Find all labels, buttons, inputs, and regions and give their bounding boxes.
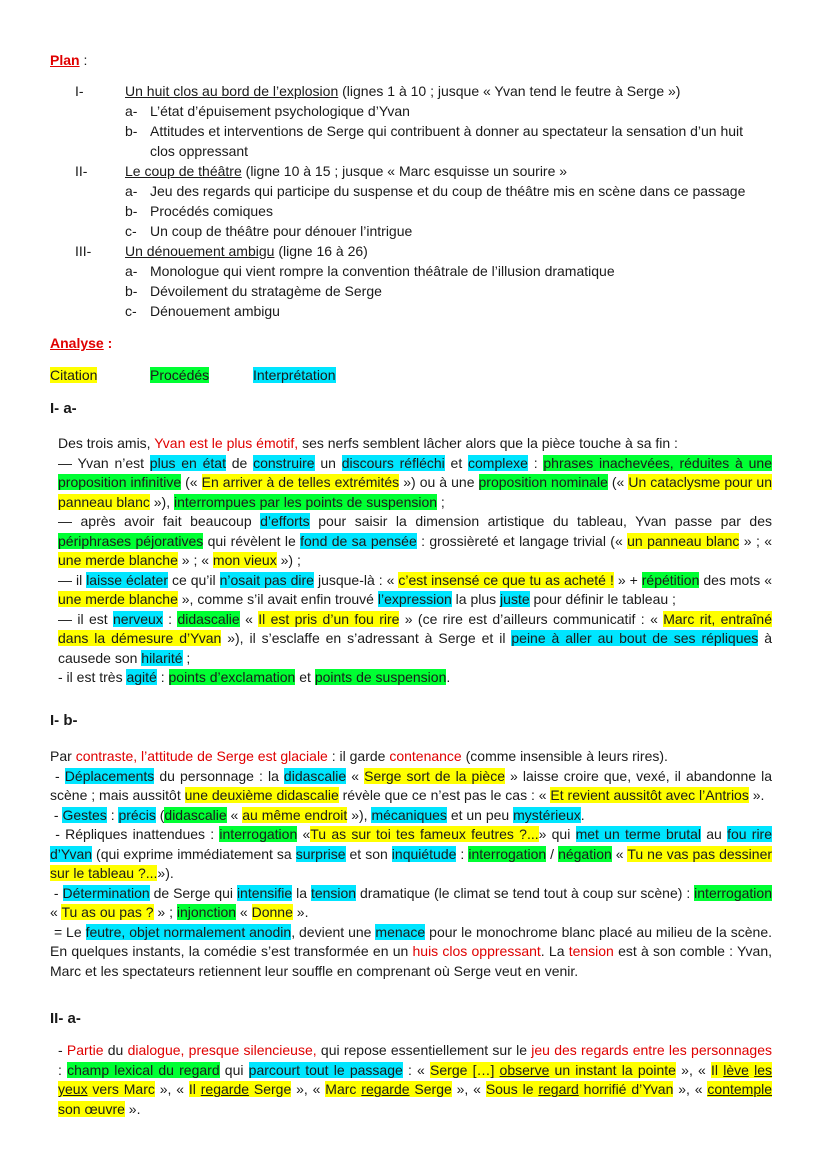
plan-sub-1a: L’état d’épuisement psychologique d’Yvan	[150, 103, 410, 119]
section-iia-heading: II- a-	[50, 1010, 81, 1027]
plan-sub-1b: Attitudes et interventions de Serge qui contribuent à donner au spectateur la sensation d’un huit	[150, 123, 744, 139]
plan-sub-3c: Dénouement ambigu	[150, 303, 280, 319]
legend-interpretation: Interprétation	[253, 367, 336, 383]
plan-sub-2b: Procédés comiques	[150, 203, 273, 219]
analyse-heading-line: Analyse :	[50, 335, 113, 351]
plan-numeral-1: I-	[75, 83, 84, 99]
plan-numeral-3: III-	[75, 243, 92, 259]
legend-procedes: Procédés	[150, 367, 210, 383]
plan-sub-3a: Monologue qui vient rompre la convention théâtrale de l’illusion dramatique	[150, 263, 615, 279]
section-ia-body: Des trois amis, Yvan est le plus émotif, ses nerfs semblent lâcher alors que la pièce touche à sa fin : — Yvan n’est plus en état de construire un discours réfléchi et complexe : phrases inachevées, réduites à une proposition infinitive (« En arriver à de telles extrémités ») ou à une proposition nominale (« Un cataclysme pour un panneau blanc »), interrompues par les points de suspension ; — après avoir fait beaucoup d’efforts pour saisir la dimension artistique du tableau, Yvan passe par des périphrases péjoratives qui révèlent le fond de sa pensée : grossièreté et langage trivial (« un panneau blanc » ; « une merde blanche » ; « mon vieux ») ; — il laisse éclater ce qu’il n’osait pas dire jusque-là : « c’est insensé ce que tu as acheté ! » + répétition des mots « une merde blanche », comme s’il avait enfin trouvé l’expression la plus juste pour définir le tableau ; — il est nerveux : didascalie « Il est pris d’un fou rire » (ce rire est d’ailleurs communicatif : « Marc rit, entraîné dans la démesure d’Yvan »), il s’esclaffe en s’adressant à Serge et il peine à aller au bout de ses répliques à causede son hilarité ; - il est très agité : points d’exclamation et points de suspension.	[58, 435, 773, 685]
section-ia-heading: I- a-	[50, 400, 77, 417]
document-page: Plan : I- Un huit clos au bord de l’explosion (lignes 1 à 10 ; jusque « Yvan tend le feutre à Serge ») a- L’état d’épuisement psychologique d’Yvan b- Attitudes et interventions de Serge qui contribuent à donner au spectateur la sensation d’un huit clos oppressant II- Le coup de théâtre (ligne 10 à 15 ; jusque « Marc esquisse un sourire » a- Jeu des regards qui participe du suspense et du coup de théâtre mis en scène dans ce passage b- Procédés comiques c- Un coup de théâtre pour dénouer l’intrigue III- Un dénouement ambigu (ligne 16 à 26) a- Monologue qui vient rompre la convention théâtrale de l’illusion dramatique b- Dévoilement du stratagème de Serge c- Dénouement ambigu Analyse : Citation Procédés Interprétation I- a- Des trois amis, Yvan est le plus émotif, ses nerfs semblent lâcher alors que la pièce touche à sa fin : — Yvan n’est plus en état de construire un discours réfléchi et complexe : phrases inachevées, réduites à une proposition infinitive (« En arriver à de telles extrémités ») ou à une proposition nominale (« Un cataclysme pour un panneau blanc »), interrompues par les points de suspension ; — après avoir fait beaucoup d’efforts pour saisir la dimension artistique du tableau, Yvan passe par des périphrases péjoratives qui révèlent le fond de sa pensée : grossièreté et langage trivial (« un panneau blanc » ; « une merde blanche » ; « mon vieux ») ; — il laisse éclater ce qu’il n’osait pas dire jusque-là : « c’est insensé ce que tu as acheté ! » + répétition des mots « une merde blanche », comme s’il avait enfin trouvé l’expression la plus juste pour définir le tableau ; — il est nerveux : didascalie « Il est pris d’un fou rire » (ce rire est d’ailleurs communicatif : « Marc rit, entraîné dans la démesure d’Yvan »), il s’esclaffe en s’adressant à Serge et il peine à aller au bout de ses répliques à causede son hilarité ; - il est très agité : points d’exclamation et points de suspension. I- b- Par contraste, l’attitude de Serge est glaciale : il garde contenance (comme insensible à leurs rires). - Déplacements du personnage : la didascalie « Serge sort de la pièce » laisse croire que, vexé, il abandonne la scène ; mais aussitôt une deuxième didascalie révèle que ce n’est pas le cas : « Et revient aussitôt avec l’Antrios ». - Gestes : précis (didascalie « au même endroit »), mécaniques et un peu mystérieux. - Répliques inattendues : interrogation «Tu as sur toi tes fameux feutres ?...» qui met un terme brutal au fou rire d’Yvan (qui exprime immédiatement sa surprise et son inquiétude : interrogation / négation « Tu ne vas pas dessiner sur le tableau ?...»). - Détermination de Serge qui intensifie la tension dramatique (le climat se tend tout à coup sur scène) : interrogation « Tu as ou pas ? » ; injonction « Donne ». = Le feutre, objet normalement anodin, devient une menace pour le monochrome blanc placé au milieu de la scène. En quelques instants, la comédie s’est transformée en un huis clos oppressant. La tension est à son comble : Yvan, Marc et les spectateurs retiennent leur souffle en comprenant où Serge veut en venir. II- a- - Partie du dialogue, presque silencieuse, qui repose essentiellement sur le jeu des regards entre les personnages : champ lexical du regard qui parcourt tout le passage : « Serge […] observe un instant la pointe », « Il lève les yeux vers Marc », « Il regarde Serge », « Marc regarde Serge », « Sous le regard horrifié d’Yvan », « contemple son œuvre ».	[0, 0, 828, 1171]
plan-numeral-2: II-	[75, 163, 88, 179]
plan-item-2: Le coup de théâtre (ligne 10 à 15 ; jusque « Marc esquisse un sourire »	[125, 163, 568, 179]
section-ib-heading: I- b-	[50, 712, 78, 729]
section-ib-body: Par contraste, l’attitude de Serge est glaciale : il garde contenance (comme insensible à leurs rires). - Déplacements du personnage : la didascalie « Serge sort de la pièce » laisse croire que, vexé, il abandonne la scène ; mais aussitôt une deuxième didascalie révèle que ce n’est pas le cas : « Et revient aussitôt avec l’Antrios ». - Gestes : précis (didascalie « au même endroit »), mécaniques et un peu mystérieux. - Répliques inattendues : interrogation «Tu as sur toi tes fameux feutres ?...» qui met un terme brutal au fou rire d’Yvan (qui exprime immédiatement sa surprise et son inquiétude : interrogation / négation « Tu ne vas pas dessiner sur le tableau ?...»). - Détermination de Serge qui intensifie la tension dramatique (le climat se tend tout à coup sur scène) : interrogation « Tu as ou pas ? » ; injonction « Donne ». = Le feutre, objet normalement anodin, devient une menace pour le monochrome blanc placé au milieu de la scène. En quelques instants, la comédie s’est transformée en un huis clos oppressant. La tension est à son comble : Yvan, Marc et les spectateurs retiennent leur souffle en comprenant où Serge veut en venir.	[50, 748, 773, 979]
plan-heading-line: Plan :	[50, 52, 88, 68]
plan-item-3: Un dénouement ambigu (ligne 16 à 26)	[125, 243, 368, 259]
plan-sub-2c: Un coup de théâtre pour dénouer l’intrigue	[150, 223, 413, 239]
plan-item-1: Un huit clos au bord de l’explosion (lignes 1 à 10 ; jusque « Yvan tend le feutre à Serge »)	[125, 83, 681, 99]
plan-sub-3b: Dévoilement du stratagème de Serge	[150, 283, 382, 299]
section-iia-body: - Partie du dialogue, presque silencieuse, qui repose essentiellement sur le jeu des regards entre les personnages : champ lexical du regard qui parcourt tout le passage : « Serge […] observe un instant la pointe », « Il lève les yeux vers Marc », « Il regarde Serge », « Marc regarde Serge », « Sous le regard horrifié d’Yvan », « contemple son œuvre ».	[58, 1042, 773, 1117]
analyse-heading: Analyse	[50, 335, 104, 351]
plan-heading: Plan	[50, 52, 80, 68]
plan-sub-2a: Jeu des regards qui participe du suspense et du coup de théâtre mis en scène dans ce passage	[150, 183, 746, 199]
legend-citation: Citation	[50, 367, 98, 383]
